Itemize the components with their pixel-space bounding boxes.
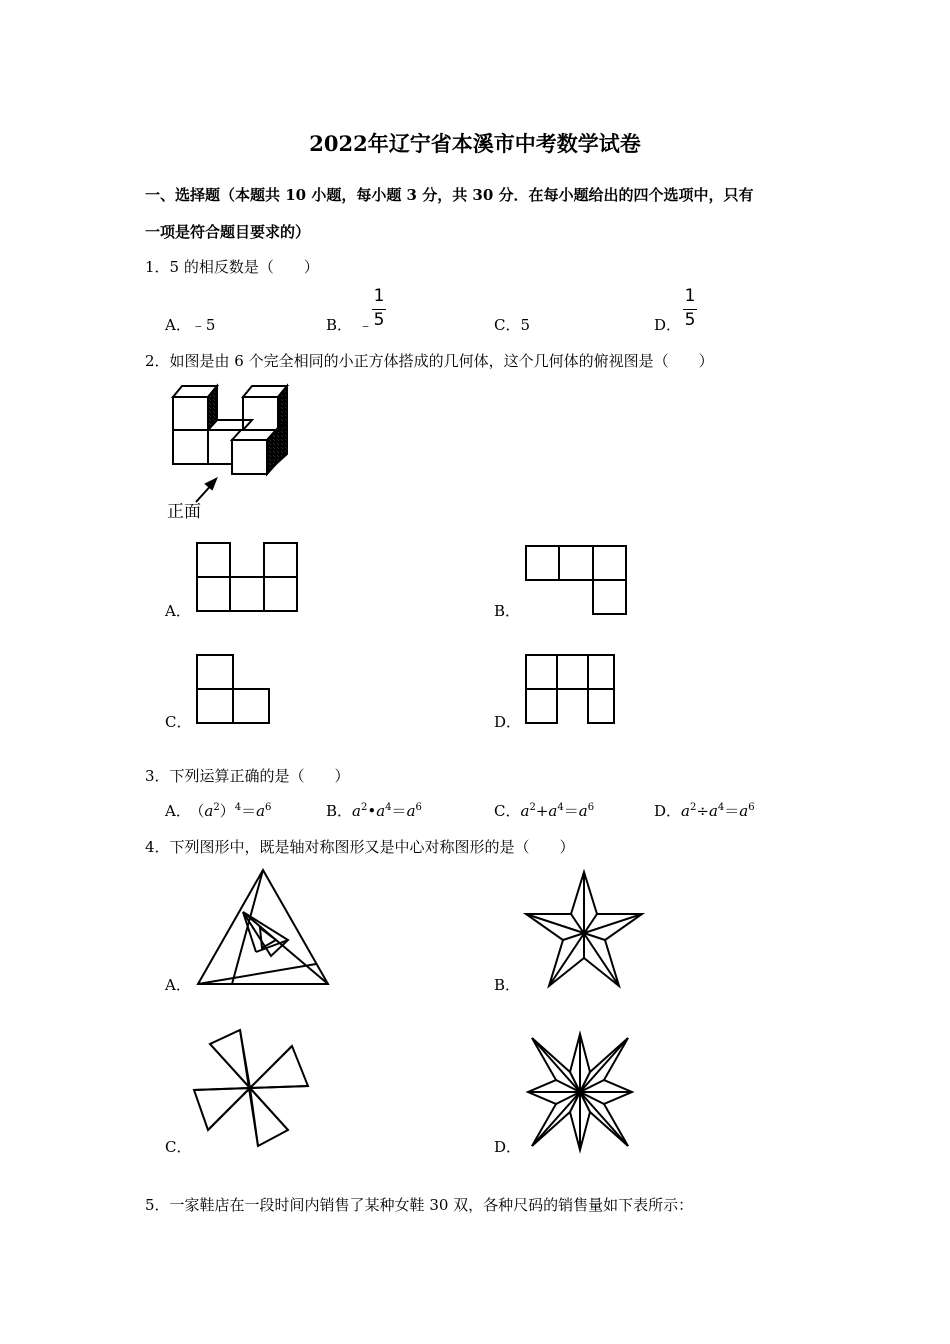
q4-a-label: A．: [165, 976, 191, 994]
section-heading-line2: 一项是符合题目要求的）: [145, 223, 311, 241]
q1-c-text: 5: [520, 316, 531, 334]
q3-b-eq: ＝: [391, 802, 407, 820]
q3-option-d: [654, 800, 755, 821]
q5-stem: 5．一家鞋店在一段时间内销售了某种女鞋 30 双，各种尺码的销售量如下表所示：: [145, 1196, 694, 1214]
q2-option-b-grid: [525, 545, 629, 617]
q1-b-denominator: 5: [373, 310, 385, 330]
q3-b-exp3: 6: [415, 802, 422, 813]
page-title: 2022年辽宁省本溪市中考数学试卷: [309, 131, 641, 156]
q3-a-var2: a: [256, 802, 266, 820]
q2-a-label: A．: [165, 602, 191, 620]
q4-b-label: B．: [494, 976, 521, 994]
q1-option-b-label: B．: [326, 316, 353, 334]
q2-d-label: D．: [494, 713, 522, 731]
q4-option-b-star-figure: [522, 870, 646, 990]
q1-d-denominator: 5: [684, 310, 696, 330]
q4-option-c-pinwheel-figure: [192, 1026, 310, 1150]
q2-option-d-grid: [525, 654, 619, 726]
q1-option-a: [165, 314, 215, 335]
q4-stem: 4．下列图形中，既是轴对称图形又是中心对称图形的是（ ）: [145, 838, 575, 856]
q3-d-var1: a: [681, 802, 690, 820]
q3-a-exp2: 4: [234, 802, 242, 813]
q3-a-label: A．: [165, 802, 191, 820]
q3-c-eq: ＝: [563, 802, 579, 820]
q3-d-exp1: 2: [689, 802, 697, 813]
q1-c-label: C．: [494, 316, 521, 334]
q3-c-var3: a: [578, 802, 588, 820]
q1-b-numerator: 1: [373, 286, 385, 306]
q3-d-exp2: 4: [717, 802, 725, 813]
q4-c-label: C．: [165, 1138, 192, 1156]
q2-option-c-grid: [196, 654, 276, 726]
q3-d-eq: ＝: [724, 802, 740, 820]
q1-option-c: [494, 314, 530, 335]
q3-c-exp1: 2: [529, 802, 536, 813]
q3-b-label: B．: [326, 802, 353, 820]
q3-d-var2: a: [708, 802, 718, 820]
q3-option-a: [165, 800, 271, 821]
q1-d-numerator: 1: [684, 286, 696, 306]
q3-b-exp1: 2: [360, 802, 368, 813]
q3-d-exp3: 6: [748, 802, 755, 813]
q3-option-c: [494, 800, 594, 821]
q3-a-lparen: （: [196, 802, 205, 820]
q3-c-exp3: 6: [587, 802, 595, 813]
q4-option-a-triangle-figure: [196, 868, 330, 986]
q3-a-exp1: 2: [213, 802, 220, 813]
q1-a-text: ﹣5: [190, 316, 216, 334]
q2-c-label: C．: [165, 713, 192, 731]
q3-b-var3: a: [406, 802, 416, 820]
q1-option-d-label: D．: [654, 316, 682, 334]
q3-d-var3: a: [739, 802, 749, 820]
section-heading-line1: 一、选择题（本题共 10 小题，每小题 3 分，共 30 分．在每小题给出的四个选项中，只有: [145, 186, 754, 204]
q3-option-b: [326, 800, 422, 821]
q1-a-label: A．: [165, 316, 191, 334]
q2-cube-figure: [168, 382, 308, 482]
q2-b-label: B．: [494, 602, 521, 620]
q3-c-op: +: [535, 802, 549, 820]
q1-option-b-sign: ﹣: [358, 316, 374, 334]
q3-a-exp3: 6: [265, 802, 272, 813]
q3-b-var1: a: [352, 802, 361, 820]
q2-stem: 2．如图是由 6 个完全相同的小正方体搭成的几何体，这个几何体的俯视图是（ ）: [145, 352, 714, 370]
q3-b-op: •: [367, 802, 377, 820]
q3-b-var2: a: [376, 802, 386, 820]
q3-a-rparen: ）: [219, 802, 235, 820]
q3-c-label: C．: [494, 802, 521, 820]
q1-stem: 1．5 的相反数是（ ）: [145, 258, 319, 276]
q3-c-var2: a: [548, 802, 558, 820]
q3-b-exp2: 4: [385, 802, 392, 813]
q3-a-eq: ＝: [241, 802, 257, 820]
q4-d-label: D．: [494, 1138, 522, 1156]
q3-c-exp2: 4: [557, 802, 564, 813]
q3-stem: 3．下列运算正确的是（ ）: [145, 767, 350, 785]
q3-a-var1: a: [204, 802, 214, 820]
q2-front-label: 正面: [167, 502, 201, 522]
q4-option-d-star-figure: [524, 1032, 636, 1152]
q3-d-label: D．: [654, 802, 682, 820]
q3-d-op: ÷: [696, 802, 709, 820]
q3-c-var1: a: [520, 802, 530, 820]
q2-option-a-grid: [196, 542, 300, 614]
